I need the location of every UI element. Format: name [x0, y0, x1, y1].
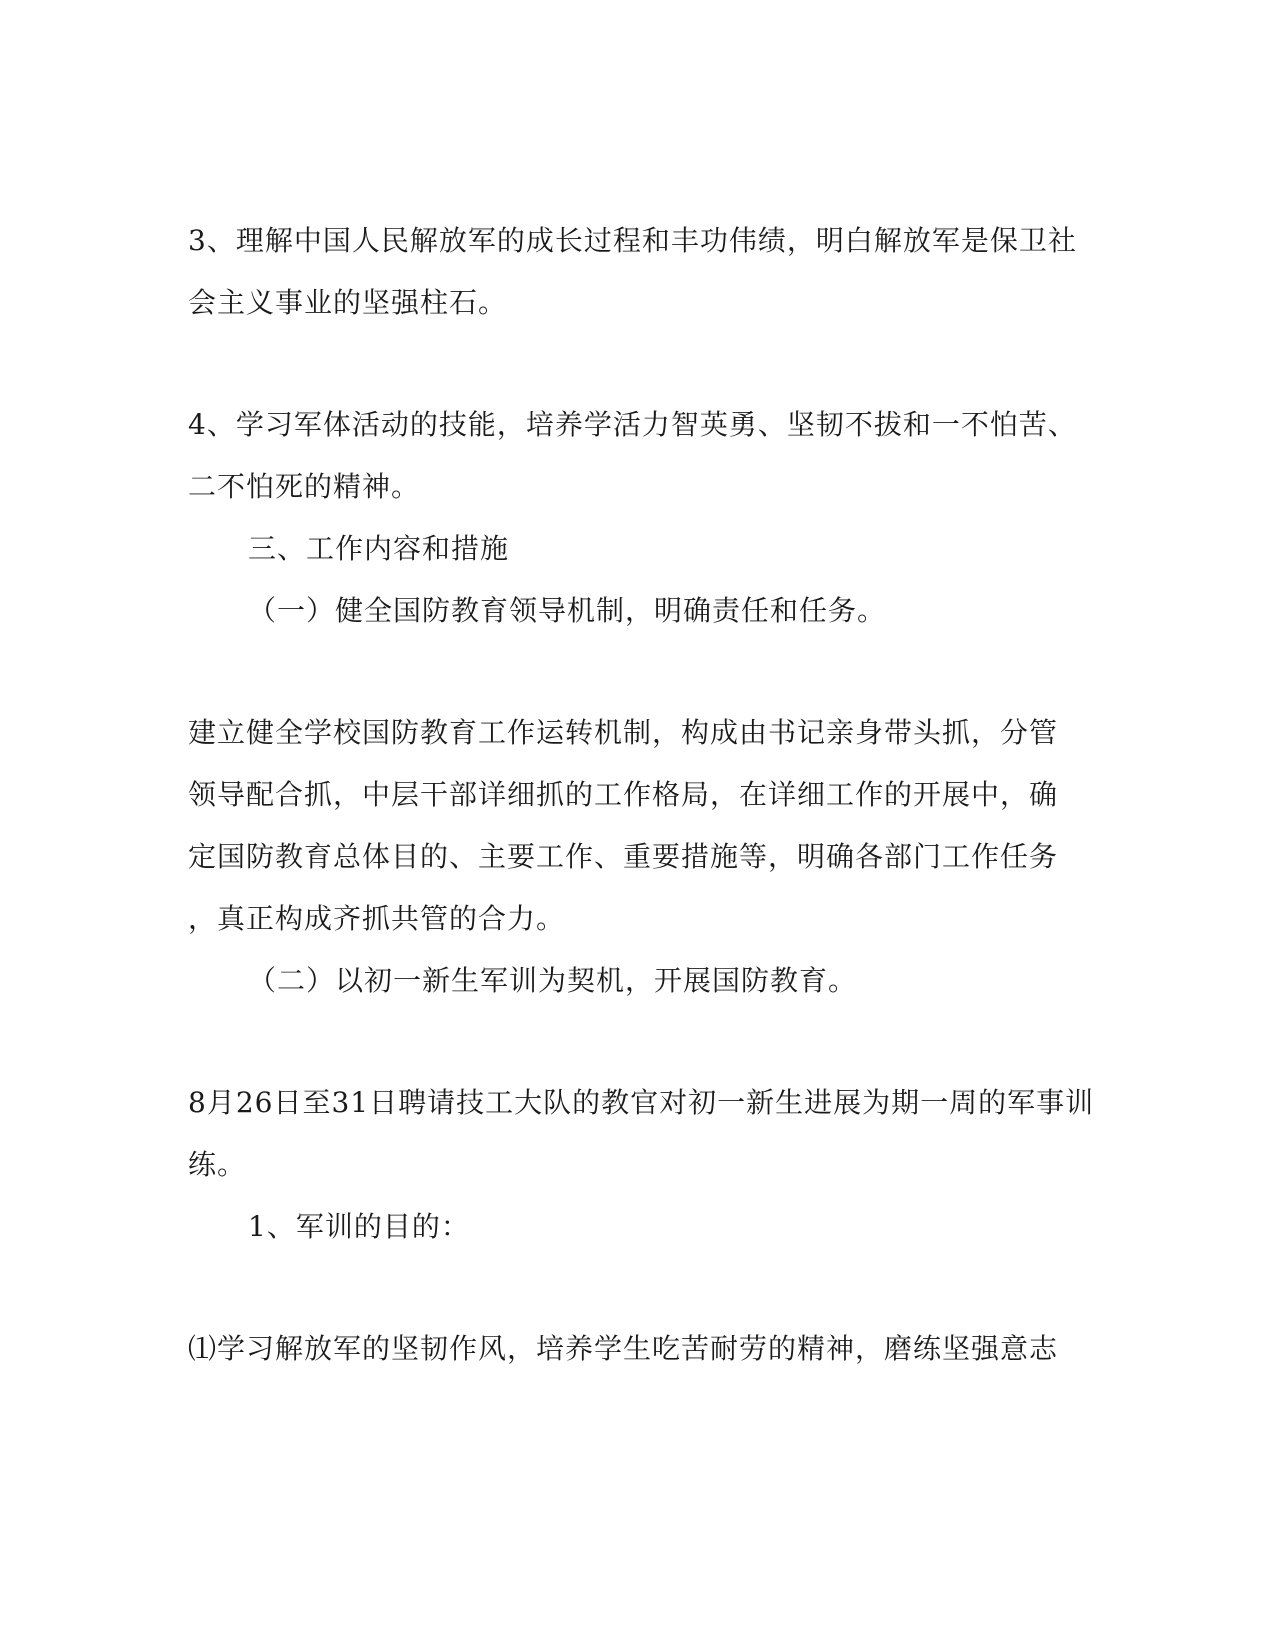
paragraph-line: 二不怕死的精神。 — [188, 470, 421, 503]
paragraph-line: 练。 — [188, 1148, 247, 1181]
paragraph-line: 4、学习军体活动的技能，培养学活力智英勇、坚韧不拔和一不怕苦、 — [188, 408, 1077, 441]
section-heading: 三、工作内容和措施 — [248, 532, 510, 565]
list-heading: 1、军训的目的： — [248, 1210, 470, 1243]
paragraph-line: 建立健全学校国防教育工作运转机制，构成由书记亲身带头抓，分管 — [188, 716, 1059, 749]
paragraph-line: 会主义事业的坚强柱石。 — [188, 286, 508, 319]
paragraph-line: 3、理解中国人民解放军的成长过程和丰功伟绩，明白解放军是保卫社 — [188, 224, 1077, 257]
paragraph-line: 定国防教育总体目的、主要工作、重要措施等，明确各部门工作任务 — [188, 840, 1059, 873]
subsection-heading: （一）健全国防教育领导机制，明确责任和任务。 — [248, 594, 887, 627]
paragraph-line: ，真正构成齐抓共管的合力。 — [188, 902, 566, 935]
paragraph-line: 领导配合抓，中层干部详细抓的工作格局，在详细工作的开展中，确 — [188, 778, 1059, 811]
subsection-heading: （二）以初一新生军训为契机，开展国防教育。 — [248, 964, 858, 997]
paragraph-line: ⑴学习解放军的坚韧作风，培养学生吃苦耐劳的精神，磨练坚强意志 — [188, 1332, 1059, 1365]
paragraph-line: 8月26日至31日聘请技工大队的教官对初一新生进展为期一周的军事训 — [188, 1086, 1095, 1119]
